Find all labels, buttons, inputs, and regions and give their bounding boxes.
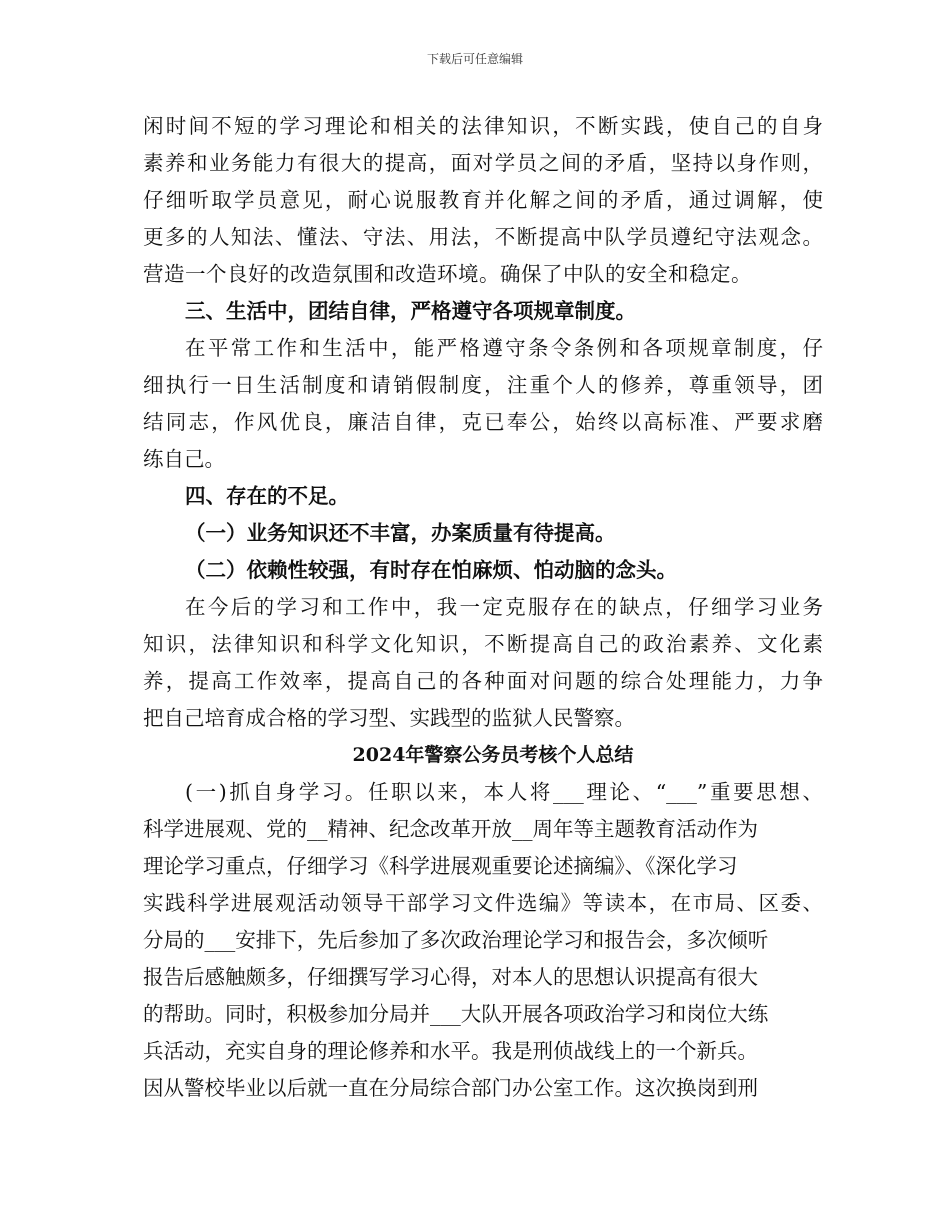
body-line: 养，提高工作效率，提高自己的各种面对问题的综合处理能力，力争 [143, 669, 823, 693]
shortcoming-item-2: （二）依赖性较强，有时存在怕麻烦、怕动脑的念头。 [185, 558, 677, 582]
body-line: 报告后感触颇多，仔细撰写学习心得，对本人的思想认识提高有很大 [143, 965, 758, 989]
document-title: 2024年警察公务员考核个人总结 [352, 744, 634, 766]
shortcoming-item-1: （一）业务知识还不丰富，办案质量有待提高。 [185, 521, 616, 545]
body-line: 因从警校毕业以后就一直在分局综合部门办公室工作。这次换岗到刑 [143, 1076, 758, 1100]
body-line: 知识，法律知识和科学文化知识，不断提高自己的政治素养、文化素 [143, 632, 823, 656]
body-line: 把自己培育成合格的学习型、实践型的监狱人民警察。 [143, 706, 635, 730]
body-line: 结同志，作风优良，廉洁自律，克已奉公，始终以高标准、严要求磨 [143, 410, 823, 434]
body-line: 理论学习重点，仔细学习《科学进展观重要论述摘编》、《深化学习 [143, 854, 738, 878]
body-line: 的帮助。同时，积极参加分局并___大队开展各项政治学习和岗位大练 [143, 1002, 769, 1026]
body-line: 科学进展观、党的__精神、纪念改革开放__周年等主题教育活动作为 [143, 817, 758, 841]
body-line: 营造一个良好的改造氛围和改造环境。确保了中队的安全和稳定。 [143, 262, 752, 286]
body-line: 实践科学进展观活动领导干部学习文件选编》等读本，在市局、区委、 [143, 891, 823, 915]
body-line: 练自己。 [143, 447, 225, 471]
body-line: (一)抓自身学习。任职以来，本人将___理论、“___”重要思想、 [185, 780, 823, 804]
body-line: 闲时间不短的学习理论和相关的法律知识，不断实践，使自己的自身 [143, 114, 823, 138]
document-body [143, 108, 823, 1107]
section-heading-3: 三、生活中，团结自律，严格遵守各项规章制度。 [185, 299, 636, 323]
section-heading-4: 四、存在的不足。 [185, 484, 349, 508]
body-line: 细执行一日生活制度和请销假制度，注重个人的修养，尊重领导，团 [143, 373, 823, 397]
body-line: 兵活动，充实自身的理论修养和水平。我是刑侦战线上的一个新兵。 [143, 1039, 758, 1063]
body-line: 在平常工作和生活中，能严格遵守条令条例和各项规章制度，仔 [185, 336, 823, 360]
body-line: 素养和业务能力有很大的提高，面对学员之间的矛盾，坚持以身作则， [143, 151, 823, 175]
body-line: 在今后的学习和工作中，我一定克服存在的缺点，仔细学习业务 [185, 595, 823, 619]
body-line: 分局的___安排下，先后参加了多次政治理论学习和报告会，多次倾听 [143, 928, 769, 952]
body-line: 更多的人知法、懂法、守法、用法，不断提高中队学员遵纪守法观念。 [143, 225, 823, 249]
page-header-note: 下载后可任意编辑 [426, 52, 523, 66]
body-line: 仔细听取学员意见，耐心说服教育并化解之间的矛盾，通过调解，使 [143, 188, 823, 212]
